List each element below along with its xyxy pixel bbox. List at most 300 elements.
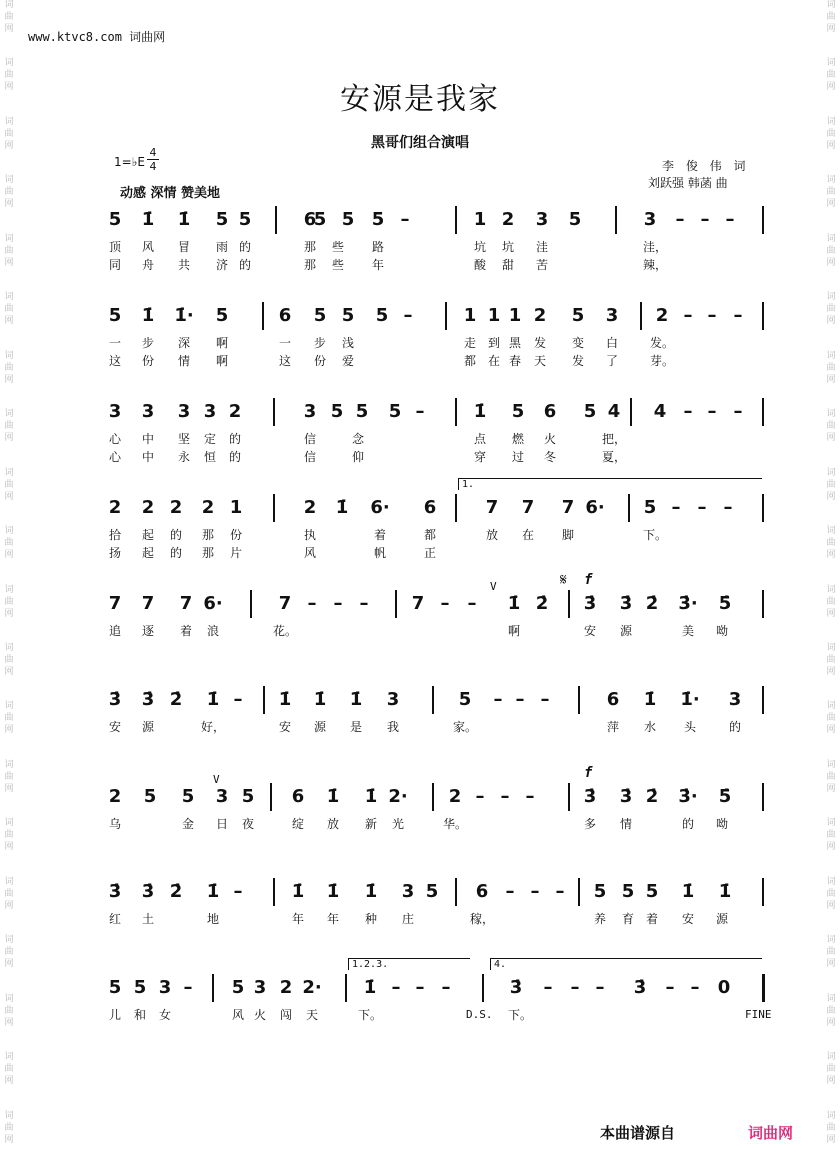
- lyric-verse2: 共: [177, 258, 191, 272]
- watermark-char: 网: [826, 725, 836, 736]
- note: –: [515, 689, 525, 710]
- lyric-verse2: 发: [571, 354, 585, 368]
- lyric-verse1: 源: [313, 720, 327, 734]
- volta-bracket-first: 1.2.3.: [348, 958, 470, 970]
- lyric-verse1: 中: [141, 432, 155, 446]
- note: –: [700, 209, 710, 230]
- watermark-char: 网: [4, 433, 14, 444]
- lyric-verse1: 执: [303, 528, 317, 542]
- watermark-char: 曲: [4, 362, 14, 373]
- note: –: [723, 497, 733, 518]
- barline: [455, 398, 457, 426]
- watermark-char: 网: [4, 666, 14, 677]
- lyric-verse1: 坑: [473, 240, 487, 254]
- note: 1̇: [206, 689, 220, 710]
- source-site-link[interactable]: 词曲网: [748, 1124, 794, 1142]
- note: 4: [607, 401, 621, 422]
- lyric-verse1: 啊: [215, 336, 229, 350]
- barline: [628, 494, 630, 522]
- note: 1̇·: [680, 689, 700, 710]
- note: 3̇·: [678, 593, 698, 614]
- note: 3: [401, 881, 415, 902]
- watermark-char: 词: [4, 584, 14, 595]
- note: –: [707, 305, 717, 326]
- watermark-char: 网: [4, 257, 14, 268]
- watermark-char: 词: [4, 467, 14, 478]
- note: 5: [330, 401, 344, 422]
- lyric-verse1: 步: [141, 336, 155, 350]
- note: 7: [485, 497, 499, 518]
- watermark-char: 词: [4, 116, 14, 127]
- note: 7: [561, 497, 575, 518]
- note: –: [183, 977, 193, 998]
- note: –: [543, 977, 553, 998]
- watermark-char: 网: [826, 491, 836, 502]
- barline: [273, 878, 275, 906]
- time-bottom: 4: [147, 159, 159, 173]
- note: 1̇·: [174, 305, 194, 326]
- watermark-char: 曲: [826, 1122, 836, 1133]
- lyric-verse1: 逐: [141, 624, 155, 638]
- lyric-verse1: 安: [583, 624, 597, 638]
- lyric-verse1: 和: [133, 1008, 147, 1022]
- lyric-verse2: 甜: [501, 258, 515, 272]
- lyric-verse1: 洼，: [642, 240, 668, 254]
- lyric-verse1: 在: [521, 528, 535, 542]
- lyric-verse2: 的: [228, 450, 242, 464]
- note: 3̇: [509, 977, 523, 998]
- watermark-char: 网: [826, 257, 836, 268]
- lyric-verse1: 美: [681, 624, 695, 638]
- barline: [432, 686, 434, 714]
- final-barline: [762, 974, 765, 1002]
- note: –: [505, 881, 515, 902]
- lyric-verse2: 那: [303, 258, 317, 272]
- lyric-verse2: 冬: [543, 450, 557, 464]
- note: 7: [141, 593, 155, 614]
- watermark-char: 网: [826, 842, 836, 853]
- note: –: [333, 593, 343, 614]
- lyric-verse1: 深: [177, 336, 191, 350]
- lyric-verse1: 都: [423, 528, 437, 542]
- lyric-verse2: 永: [177, 450, 191, 464]
- note: 7: [411, 593, 425, 614]
- lyric-verse1: 浅: [341, 336, 355, 350]
- fine-mark: FINE: [745, 1008, 772, 1021]
- watermark-char: 曲: [826, 479, 836, 490]
- watermark-char: 曲: [826, 713, 836, 724]
- note: –: [525, 786, 535, 807]
- watermark-char: 词: [826, 292, 836, 303]
- site-name[interactable]: 词曲网: [129, 30, 166, 44]
- lyric-verse1: 华。: [442, 817, 468, 831]
- breath-mark: V: [213, 773, 220, 786]
- note: –: [415, 401, 425, 422]
- watermark-char: 曲: [4, 596, 14, 607]
- watermark-char: 网: [4, 1076, 14, 1087]
- watermark-char: 曲: [4, 187, 14, 198]
- note: 5: [643, 497, 657, 518]
- lyric-verse2: 的: [238, 258, 252, 272]
- lyric-verse1: 多: [583, 817, 597, 831]
- note: 3: [215, 786, 229, 807]
- watermark-char: 曲: [4, 245, 14, 256]
- lyric-verse1: 的: [728, 720, 742, 734]
- watermark-char: 网: [826, 140, 836, 151]
- watermark-char: 网: [4, 199, 14, 210]
- watermark-char: 曲: [4, 538, 14, 549]
- watermark-char: 网: [4, 900, 14, 911]
- lyric-verse2: 夏，: [601, 450, 627, 464]
- volta-bracket-second: 4.: [490, 958, 762, 970]
- lyric-verse1: 定: [203, 432, 217, 446]
- lyric-verse1: 日: [215, 817, 229, 831]
- note: 3̇: [141, 881, 155, 902]
- note: –: [690, 977, 700, 998]
- watermark-char: 词: [4, 935, 14, 946]
- lyric-verse1: 放: [326, 817, 340, 831]
- note: 5̇: [718, 786, 732, 807]
- key-signature: 1=♭E: [114, 155, 145, 169]
- watermark-char: 曲: [4, 654, 14, 665]
- note: –: [683, 305, 693, 326]
- note: 5: [108, 977, 122, 998]
- note: 5: [181, 786, 195, 807]
- note: 1: [508, 305, 522, 326]
- note: –: [403, 305, 413, 326]
- lyric-verse2: 这: [278, 354, 292, 368]
- watermark-char: 词: [4, 759, 14, 770]
- note: 5: [355, 401, 369, 422]
- lyric-verse1: 着: [373, 528, 387, 542]
- watermark-char: 曲: [826, 830, 836, 841]
- volta-bracket: 1.: [458, 478, 762, 490]
- note: –: [671, 497, 681, 518]
- tempo-mark: 动感 深情 赞美地: [120, 186, 221, 201]
- note: –: [307, 593, 317, 614]
- note: 5: [108, 209, 122, 230]
- note: 3: [203, 401, 217, 422]
- note: 2: [141, 497, 155, 518]
- note: 1̇: [349, 689, 363, 710]
- note: 3: [108, 401, 122, 422]
- note: 6: [423, 497, 437, 518]
- watermark-char: 曲: [4, 713, 14, 724]
- note: 3: [303, 401, 317, 422]
- lyric-verse2: 穿: [473, 450, 487, 464]
- note: 3: [158, 977, 172, 998]
- lyric-verse2: 扬: [108, 546, 122, 560]
- lyric-verse1: 火: [253, 1008, 267, 1022]
- note: –: [665, 977, 675, 998]
- watermark-char: 曲: [826, 12, 836, 22]
- watermark-char: 曲: [4, 12, 14, 22]
- watermark-char: 网: [826, 82, 836, 93]
- watermark-char: 网: [826, 550, 836, 561]
- watermark-char: 词: [4, 350, 14, 361]
- lyric-verse1: 情: [619, 817, 633, 831]
- barline: [270, 783, 272, 811]
- final-barline: [762, 398, 764, 426]
- note: –: [555, 881, 565, 902]
- note: 1̇: [313, 689, 327, 710]
- watermark-char: 词: [4, 642, 14, 653]
- watermark-char: 网: [4, 842, 14, 853]
- note: –: [530, 881, 540, 902]
- lyric-verse1: 那: [303, 240, 317, 254]
- lyric-verse1: 我: [386, 720, 400, 734]
- note: 5: [133, 977, 147, 998]
- lyric-verse1: 新: [364, 817, 378, 831]
- lyric-verse1: 萍: [606, 720, 620, 734]
- watermark-char: 曲: [4, 479, 14, 490]
- note: 3̇: [583, 593, 597, 614]
- lyric-verse1: 庄: [401, 912, 415, 926]
- watermark-char: 曲: [4, 1064, 14, 1075]
- note: 1̇: [363, 977, 377, 998]
- note: 7: [179, 593, 193, 614]
- lyric-verse1: 走: [463, 336, 477, 350]
- note: 1̇: [473, 401, 487, 422]
- watermark-char: 词: [826, 0, 836, 10]
- lyric-verse1: 闯: [279, 1008, 293, 1022]
- note: 5: [645, 881, 659, 902]
- note: 5: [375, 305, 389, 326]
- note: –: [733, 305, 743, 326]
- lyric-verse2: 起: [141, 546, 155, 560]
- note: –: [675, 209, 685, 230]
- watermark-char: 词: [826, 935, 836, 946]
- watermark-char: 词: [826, 175, 836, 186]
- barline: [263, 686, 265, 714]
- watermark-char: 网: [4, 550, 14, 561]
- note: –: [697, 497, 707, 518]
- lyric-verse2: 心: [108, 450, 122, 464]
- note: 6·: [203, 593, 223, 614]
- lyric-verse1: 下。: [642, 528, 668, 542]
- watermark-char: 曲: [4, 771, 14, 782]
- lyric-verse1: 顶: [108, 240, 122, 254]
- barline: [455, 878, 457, 906]
- composer-credit: 刘跃强 韩菡 曲: [648, 176, 728, 190]
- lyric-verse1: 到: [487, 336, 501, 350]
- watermark-char: 曲: [826, 947, 836, 958]
- watermark-char: 词: [826, 1110, 836, 1121]
- watermark-char: 曲: [826, 128, 836, 139]
- note: 1̇: [364, 881, 378, 902]
- watermark-char: 曲: [4, 947, 14, 958]
- note: 2: [279, 977, 293, 998]
- lyric-verse1: 光: [391, 817, 405, 831]
- note: –: [707, 401, 717, 422]
- lyric-verse2: 济: [215, 258, 229, 272]
- watermark-char: 网: [4, 725, 14, 736]
- lyric-verse1: 心: [108, 432, 122, 446]
- dal-segno: D.S.: [466, 1008, 493, 1021]
- lyric-verse2: 天: [533, 354, 547, 368]
- lyric-verse1: 那: [201, 528, 215, 542]
- time-top: 4: [149, 146, 157, 159]
- watermark-char: 曲: [4, 70, 14, 81]
- barline: [568, 590, 570, 618]
- watermark-char: 网: [826, 24, 836, 34]
- barline: [345, 974, 347, 1002]
- lyric-verse2: 仰: [351, 450, 365, 464]
- watermark-char: 曲: [826, 187, 836, 198]
- lyric-verse1: 脚: [561, 528, 575, 542]
- note: 5: [571, 305, 585, 326]
- watermark-char: 词: [826, 409, 836, 420]
- lyric-verse2: 都: [463, 354, 477, 368]
- barline: [568, 783, 570, 811]
- lyric-verse2: 舟: [141, 258, 155, 272]
- watermark-char: 网: [4, 24, 14, 34]
- note: 3̇: [108, 689, 122, 710]
- note: 1: [487, 305, 501, 326]
- watermark-char: 词: [826, 526, 836, 537]
- note: 5: [215, 305, 229, 326]
- note: 2: [201, 497, 215, 518]
- lyric-verse1: 水: [643, 720, 657, 734]
- note: –: [415, 977, 425, 998]
- barline: [630, 398, 632, 426]
- note: –: [570, 977, 580, 998]
- lyric-verse2: 恒: [203, 450, 217, 464]
- barline: [455, 206, 457, 234]
- note: 7: [521, 497, 535, 518]
- note: –: [595, 977, 605, 998]
- watermark-char: 网: [826, 199, 836, 210]
- note: –: [233, 689, 243, 710]
- note: 2̇: [645, 786, 659, 807]
- lyric-verse1: 安: [681, 912, 695, 926]
- lyric-verse2: 份: [313, 354, 327, 368]
- note: 2̇: [169, 689, 183, 710]
- watermark-char: 网: [826, 1134, 836, 1145]
- watermark-char: 网: [826, 608, 836, 619]
- lyric-verse1: 燃: [511, 432, 525, 446]
- barline: [275, 206, 277, 234]
- note: 1̇: [681, 881, 695, 902]
- final-barline: [762, 878, 764, 906]
- barline: [250, 590, 252, 618]
- note: 1̇: [278, 689, 292, 710]
- note: 5: [241, 786, 255, 807]
- lyric-verse2: 信: [303, 450, 317, 464]
- watermark-char: 词: [4, 526, 14, 537]
- watermark-char: 曲: [826, 538, 836, 549]
- note: 3̇: [141, 689, 155, 710]
- lyric-verse1: 发: [533, 336, 547, 350]
- watermark-char: 曲: [826, 245, 836, 256]
- watermark-char: 词: [4, 1052, 14, 1063]
- watermark-char: 词: [4, 1110, 14, 1121]
- note: 3̇: [633, 977, 647, 998]
- note: 0: [717, 977, 731, 998]
- lyric-verse1: 育: [621, 912, 635, 926]
- lyric-verse1: 变: [571, 336, 585, 350]
- note: 3̇: [619, 593, 633, 614]
- note: 1̇: [291, 881, 305, 902]
- lyric-verse1: 啊: [507, 624, 521, 638]
- watermark-char: 网: [826, 374, 836, 385]
- note: –: [540, 689, 550, 710]
- watermark-char: 网: [4, 783, 14, 794]
- lyric-verse1: 份: [229, 528, 243, 542]
- lyric-verse1: 乌: [108, 817, 122, 831]
- final-barline: [762, 494, 764, 522]
- note: 6·: [585, 497, 605, 518]
- lyric-verse1: 是: [349, 720, 363, 734]
- lyric-verse1: 坑: [501, 240, 515, 254]
- lyric-verse1: 年: [291, 912, 305, 926]
- note: –: [683, 401, 693, 422]
- lyric-verse1: 下。: [507, 1008, 533, 1022]
- site-url[interactable]: www.ktvc8.com: [28, 30, 122, 44]
- note: 2̇: [645, 593, 659, 614]
- note: 2: [501, 209, 515, 230]
- lyric-verse1: 呦: [715, 817, 729, 831]
- lyric-verse1: 些: [331, 240, 345, 254]
- watermark-char: 网: [826, 316, 836, 327]
- note: –: [475, 786, 485, 807]
- barline: [455, 494, 457, 522]
- watermark-char: 词: [826, 701, 836, 712]
- watermark-char: 词: [826, 642, 836, 653]
- note: –: [725, 209, 735, 230]
- final-barline: [762, 302, 764, 330]
- watermark-char: 词: [826, 584, 836, 595]
- watermark-char: 词: [4, 233, 14, 244]
- lyric-verse1: 好，: [200, 720, 226, 734]
- lyric-verse1: 的: [228, 432, 242, 446]
- watermark-char: 词: [4, 701, 14, 712]
- lyric-verse1: 的: [681, 817, 695, 831]
- note: 4: [653, 401, 667, 422]
- note: 5: [143, 786, 157, 807]
- note: 1̇: [507, 593, 521, 614]
- watermark-char: 词: [4, 175, 14, 186]
- lyric-verse1: 金: [181, 817, 195, 831]
- note: 1̇: [718, 881, 732, 902]
- note: 5̇: [718, 593, 732, 614]
- lyric-verse2: 过: [511, 450, 525, 464]
- lyric-verse2: 辣，: [642, 258, 668, 272]
- barline: [212, 974, 214, 1002]
- note: 1̇: [141, 209, 155, 230]
- watermark-char: 曲: [826, 70, 836, 81]
- lyric-verse1: 点: [473, 432, 487, 446]
- note: 2: [169, 497, 183, 518]
- performer: 黑哥们组合演唱: [371, 135, 469, 151]
- note: 5: [388, 401, 402, 422]
- lyric-verse1: 女: [158, 1008, 172, 1022]
- note: 5: [231, 977, 245, 998]
- watermark-char: 词: [4, 58, 14, 69]
- lyric-verse2: 些: [331, 258, 345, 272]
- dynamic-forte: f: [584, 765, 593, 781]
- lyric-verse1: 呦: [715, 624, 729, 638]
- barline: [273, 398, 275, 426]
- lyric-verse1: 着: [179, 624, 193, 638]
- note: 3̇·: [678, 786, 698, 807]
- watermark-char: 词: [826, 58, 836, 69]
- note: 6: [291, 786, 305, 807]
- note: 5: [568, 209, 582, 230]
- watermark-char: 词: [4, 818, 14, 829]
- lyric-verse1: 坚: [177, 432, 191, 446]
- lyric-verse2: 同: [108, 258, 122, 272]
